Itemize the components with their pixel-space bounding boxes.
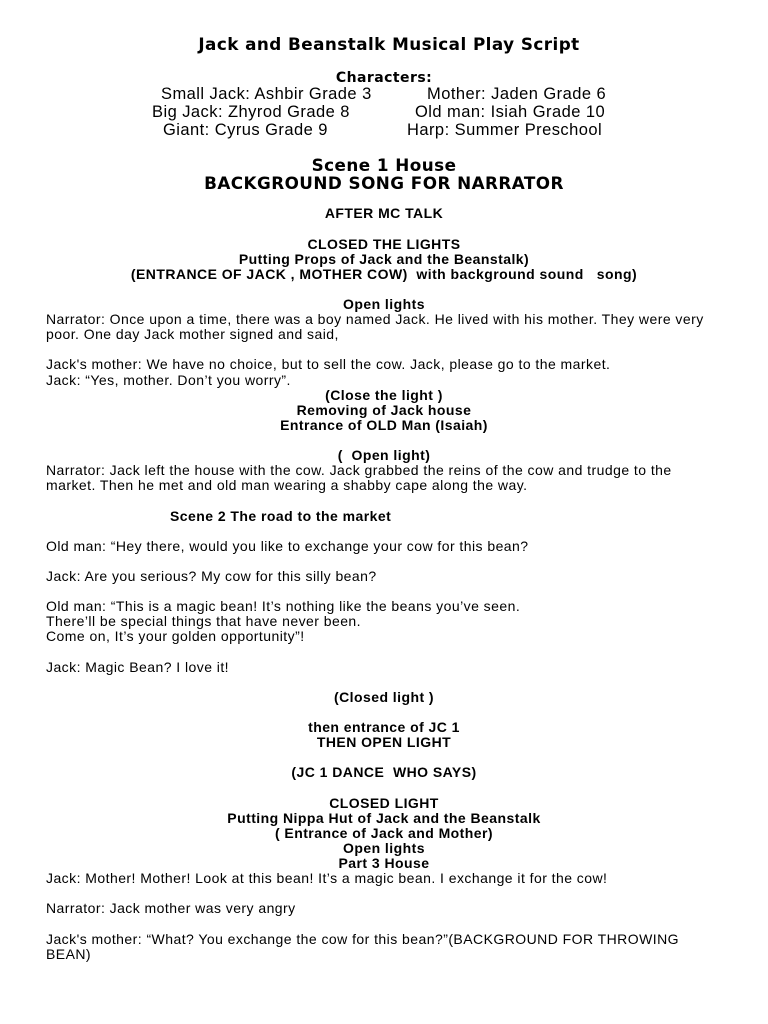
dialogue-line: Narrator: Jack left the house with the cow. Jack grabbed the reins of the cow and trudge to the <box>46 462 672 479</box>
stage-direction: Open lights <box>343 296 425 313</box>
cast-entry: Old man: Isiah Grade 10 <box>415 103 606 121</box>
part-heading: Part 3 House <box>338 855 430 872</box>
stage-direction: ( Open light) <box>337 447 431 464</box>
cast-entry: Giant: Cyrus Grade 9 <box>163 121 328 139</box>
stage-direction: (JC 1 DANCE WHO SAYS) <box>291 764 477 781</box>
stage-direction: Open lights <box>343 839 425 856</box>
cast-entry: Mother: Jaden Grade 6 <box>427 85 607 103</box>
line-spacer <box>0 750 768 765</box>
dialogue-line: Jack: “Yes, mother. Don’t you worry”. <box>46 371 291 388</box>
dialogue-line: Narrator: Once upon a time, there was a boy named Jack. He lived with his mother. They were very <box>46 311 704 328</box>
script-body <box>0 206 768 961</box>
stage-direction: (Closed light ) <box>333 688 435 705</box>
dialogue-line: Jack: Magic Bean? I love it! <box>46 658 230 675</box>
line-spacer <box>0 645 768 660</box>
line-spacer <box>0 222 768 237</box>
line-spacer <box>0 433 768 448</box>
line-spacer <box>0 886 768 901</box>
dialogue-line: poor. One day Jack mother signed and said, <box>46 326 339 343</box>
dialogue-line: market. Then he met and old man wearing a shabby cape along the way. <box>46 477 528 494</box>
stage-direction: THEN OPEN LIGHT <box>316 734 452 751</box>
cast-entry: Harp: Summer Preschool <box>407 121 603 139</box>
stage-direction: CLOSED THE LIGHTS <box>307 235 461 252</box>
dialogue-line: Jack: Mother! Mother! Look at this bean! It’s a magic bean. I exchange it for the cow! <box>46 870 608 887</box>
stage-direction: Putting Nippa Hut of Jack and the Beanstalk <box>227 809 541 826</box>
dialogue-line: There’ll be special things that have never been. <box>46 613 362 630</box>
stage-direction: then entrance of JC 1 <box>308 719 460 736</box>
stage-direction: Removing of Jack house <box>296 401 472 418</box>
cast-row <box>0 121 768 139</box>
document-title: Jack and Beanstalk Musical Play Script <box>198 34 580 54</box>
scene-heading: Scene 2 The road to the market <box>170 507 392 524</box>
stage-direction: Entrance of OLD Man (Isaiah) <box>280 416 488 433</box>
line-spacer <box>0 675 768 690</box>
line-spacer <box>0 554 768 569</box>
dialogue-line: Old man: “Hey there, would you like to exchange your cow for this bean? <box>46 537 529 554</box>
characters-heading: Characters: <box>335 70 433 86</box>
dialogue-line: Jack's mother: “What? You exchange the cow for this bean?”(BACKGROUND FOR THROWING <box>46 930 679 947</box>
line-spacer <box>0 705 768 720</box>
stage-direction: AFTER MC TALK <box>324 205 444 222</box>
line-spacer <box>0 342 768 357</box>
line-spacer <box>0 917 768 932</box>
line-spacer <box>0 781 768 796</box>
dialogue-line: Jack's mother: We have no choice, but to sell the cow. Jack, please go to the market. <box>46 356 611 373</box>
cast-row <box>0 85 768 103</box>
line-spacer <box>0 493 768 508</box>
dialogue-line: Jack: Are you serious? My cow for this silly bean? <box>46 568 377 585</box>
stage-direction: (Close the light ) <box>325 386 443 403</box>
stage-direction: Putting Props of Jack and the Beanstalk) <box>238 250 530 267</box>
cast-entry: Small Jack: Ashbir Grade 3 <box>161 85 372 103</box>
cast-row <box>0 103 768 121</box>
scene-heading: Scene 1 House <box>311 155 457 175</box>
dialogue-line: BEAN) <box>46 945 92 962</box>
line-spacer <box>0 282 768 297</box>
line-spacer <box>0 524 768 539</box>
dialogue-line: Narrator: Jack mother was very angry <box>46 900 296 917</box>
scene-subheading: BACKGROUND SONG FOR NARRATOR <box>204 173 564 193</box>
dialogue-line: Old man: “This is a magic bean! It’s nothing like the beans you’ve seen. <box>46 598 521 615</box>
line-spacer <box>0 584 768 599</box>
stage-direction: ( Entrance of Jack and Mother) <box>274 824 494 841</box>
dialogue-line: Come on, It’s your golden opportunity”! <box>46 628 305 645</box>
stage-direction: CLOSED LIGHT <box>329 794 439 811</box>
stage-direction: (ENTRANCE OF JACK , MOTHER COW) with background sound song) <box>130 265 638 282</box>
cast-entry: Big Jack: Zhyrod Grade 8 <box>152 103 350 121</box>
